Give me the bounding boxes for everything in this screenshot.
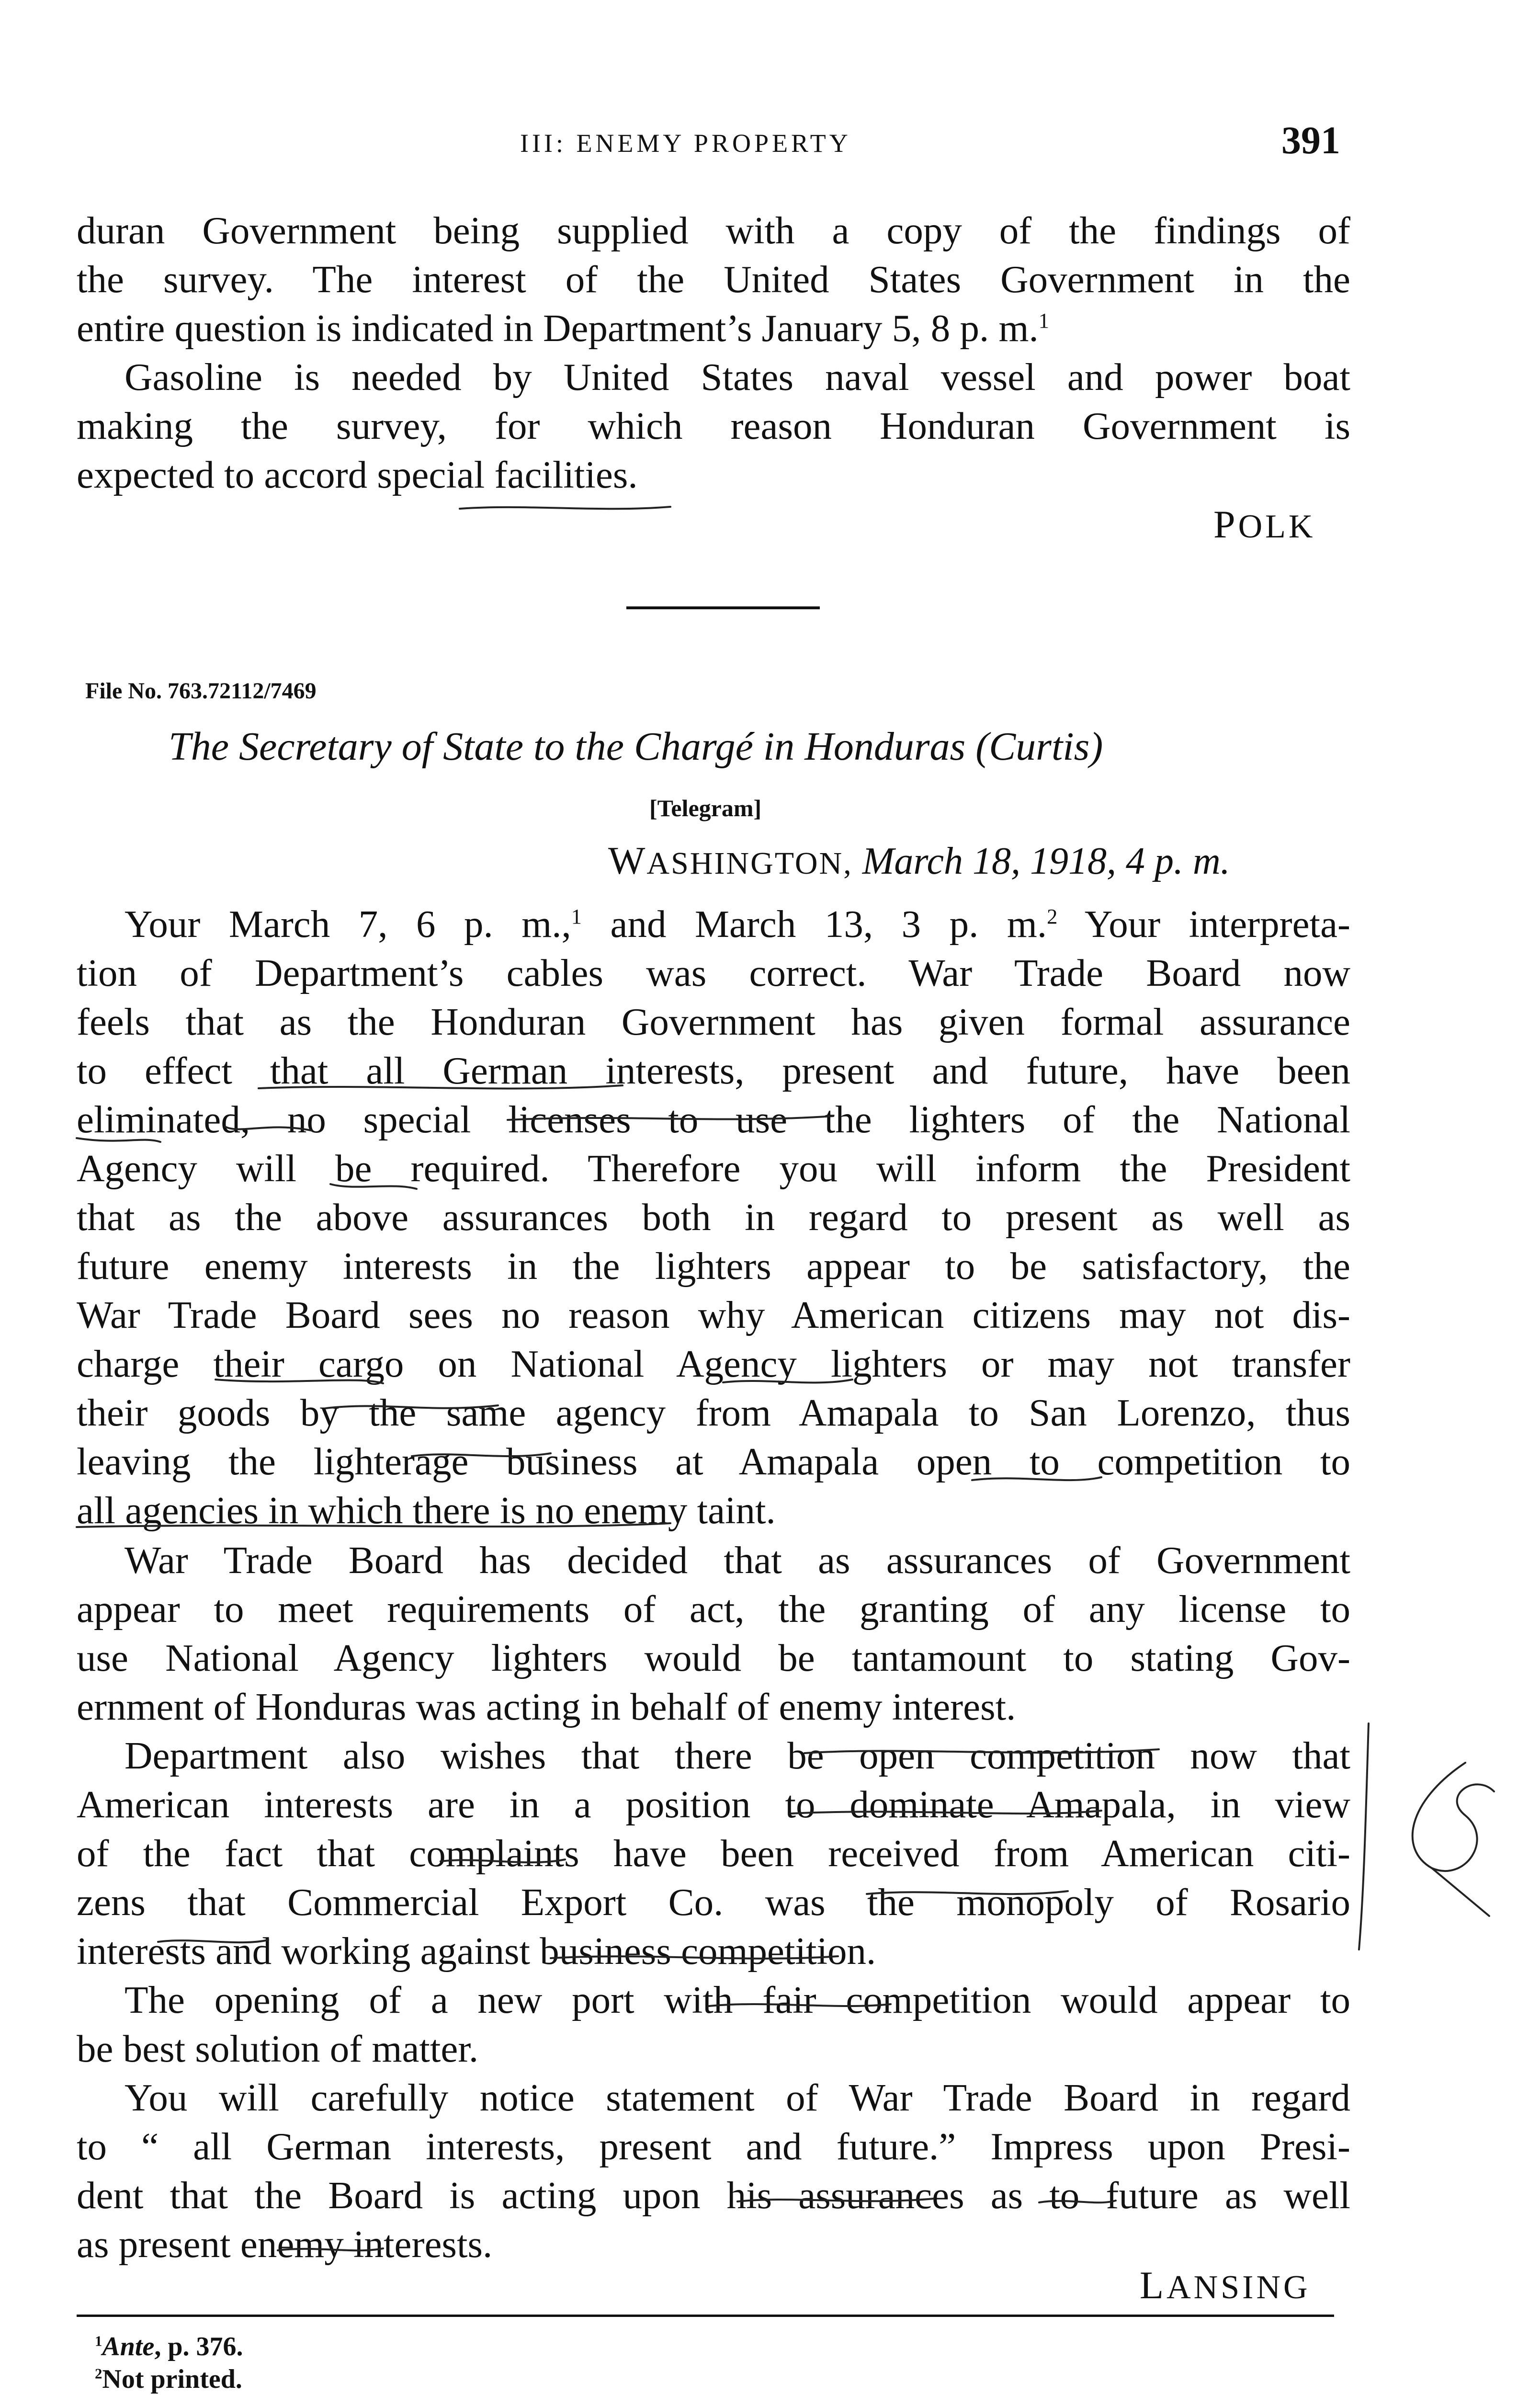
signature-lansing xyxy=(1140,2263,1311,2308)
text-line: zens that Commercial Export Co. was the monopoly of Rosario xyxy=(77,1881,1350,1924)
footnote-text: , p. 376. xyxy=(154,2332,243,2361)
text-line: Gasoline is needed by United States naval vessel and power boat xyxy=(125,355,1350,399)
text-line: be best solution of matter. xyxy=(77,2027,479,2070)
text-line: future enemy interests in the lighters appear to be satisfactory, the xyxy=(77,1244,1350,1288)
footnote-text: Not printed. xyxy=(102,2364,242,2394)
text-line: War Trade Board sees no reason why American citizens may not dis- xyxy=(77,1293,1350,1336)
dateline-place xyxy=(608,840,853,882)
telegram-paragraph-1 xyxy=(77,900,1350,1535)
heading-name: Curtis xyxy=(989,724,1090,769)
footnote-ref-word: Ante xyxy=(102,2332,155,2361)
text-line: interests and working against business competition. xyxy=(77,1929,876,1973)
signature-rest: ANSING xyxy=(1166,2269,1311,2306)
line-segment: and March 13, 3 p. m. xyxy=(582,902,1047,946)
dateline-date: March 18, 1918, 4 p. m. xyxy=(862,840,1230,882)
text-line: that as the above assurances both in regard to present as well as xyxy=(77,1196,1350,1239)
telegram-paragraph-5 xyxy=(77,2073,1350,2269)
text-line: eliminated, no special licenses to use the lighters of the National xyxy=(77,1098,1350,1141)
text-line: feels that as the Honduran Government has given formal assurance xyxy=(77,1000,1350,1043)
text-line xyxy=(77,900,1350,948)
line-segment: Your interpreta- xyxy=(1057,902,1350,946)
margin-mark xyxy=(1359,1723,1369,1950)
page-number: 391 xyxy=(1281,118,1340,162)
text-line: the survey. The interest of the United States Government in the xyxy=(77,258,1350,301)
text-line: Agency will be required. Therefore you will inform the President xyxy=(77,1147,1350,1190)
place-rest: ASHINGTON, xyxy=(646,846,853,881)
place-initial: W xyxy=(608,839,647,882)
dateline xyxy=(608,838,1230,883)
document-type: [Telegram] xyxy=(649,795,762,821)
margin-mark xyxy=(1413,1763,1494,1871)
text-line: American interests are in a position to dominate Amapala, in view xyxy=(77,1783,1350,1826)
text-line: all agencies in which there is no enemy taint. xyxy=(77,1489,776,1532)
footnote-mark: 2 xyxy=(95,2365,102,2382)
text-line xyxy=(77,304,1350,353)
signature-rest: OLK xyxy=(1238,508,1316,545)
text-line: dent that the Board is acting upon his assurances as to future as well xyxy=(77,2174,1350,2217)
file-number: File No. 763.72112/7469 xyxy=(85,678,317,704)
signature-polk xyxy=(1213,502,1315,547)
text-line: Department also wishes that there be open competition now that xyxy=(125,1734,1350,1777)
footnote-ref: 2 xyxy=(1047,904,1058,928)
text-line: tion of Department’s cables was correct. War Trade Board now xyxy=(77,951,1350,994)
text-line: expected to accord special facilities. xyxy=(77,453,638,496)
text-line: The opening of a new port with fair competition would appear to xyxy=(125,1978,1350,2021)
footnote-rule xyxy=(77,2315,1334,2317)
signature-initial: L xyxy=(1140,2263,1167,2307)
text-line: appear to meet requirements of act, the granting of any license to xyxy=(77,1587,1350,1631)
running-head: III: ENEMY PROPERTY xyxy=(520,129,851,158)
footnote-mark: 1 xyxy=(95,2333,102,2349)
telegram-paragraph-2 xyxy=(77,1536,1350,1731)
text-line: of the fact that complaints have been received from American citi- xyxy=(77,1832,1350,1875)
text-line: their goods by the same agency from Amapala to San Lorenzo, thus xyxy=(77,1391,1350,1434)
margin-mark xyxy=(1432,1868,1489,1916)
text-line: use National Agency lighters would be tantamount to stating Gov- xyxy=(77,1636,1350,1679)
text-line: to “ all German interests, present and future.” Impress upon Presi- xyxy=(77,2125,1350,2168)
previous-doc-paragraph-1 xyxy=(77,206,1350,353)
signature-initial: P xyxy=(1213,502,1238,546)
text-line: to effect that all German interests, present and future, have been xyxy=(77,1049,1350,1092)
separator-rule xyxy=(626,606,820,609)
pen-underline xyxy=(460,507,670,509)
text-line: War Trade Board has decided that as assurances of Government xyxy=(125,1539,1350,1582)
heading-text: The Secretary of State to the Chargé in Honduras ( xyxy=(169,724,989,769)
text-line: You will carefully notice statement of War Trade Board in regard xyxy=(125,2076,1350,2119)
text-line: leaving the lighterage business at Amapala open to competition to xyxy=(77,1440,1350,1483)
footnote-ref: 1 xyxy=(1038,308,1050,332)
footnote-ref: 1 xyxy=(571,904,582,928)
text-line: duran Government being supplied with a copy of the findings of xyxy=(77,209,1350,252)
document-heading xyxy=(169,723,1103,770)
text-line: making the survey, for which reason Honduran Government is xyxy=(77,404,1350,447)
footnote-2 xyxy=(95,2363,243,2395)
footnotes xyxy=(95,2330,243,2395)
heading-close: ) xyxy=(1089,724,1103,769)
previous-doc-paragraph-2 xyxy=(77,353,1350,499)
text-line: as present enemy interests. xyxy=(77,2223,493,2266)
telegram-paragraph-3 xyxy=(77,1731,1350,1975)
footnote-1 xyxy=(95,2330,243,2363)
line-text: entire question is indicated in Department’s January 5, 8 p. m. xyxy=(77,307,1039,350)
telegram-paragraph-4 xyxy=(77,1975,1350,2073)
text-line: charge their cargo on National Agency lighters or may not transfer xyxy=(77,1342,1350,1385)
text-line: ernment of Honduras was acting in behalf of enemy interest. xyxy=(77,1685,1016,1728)
line-segment: Your March 7, 6 p. m., xyxy=(125,902,571,946)
